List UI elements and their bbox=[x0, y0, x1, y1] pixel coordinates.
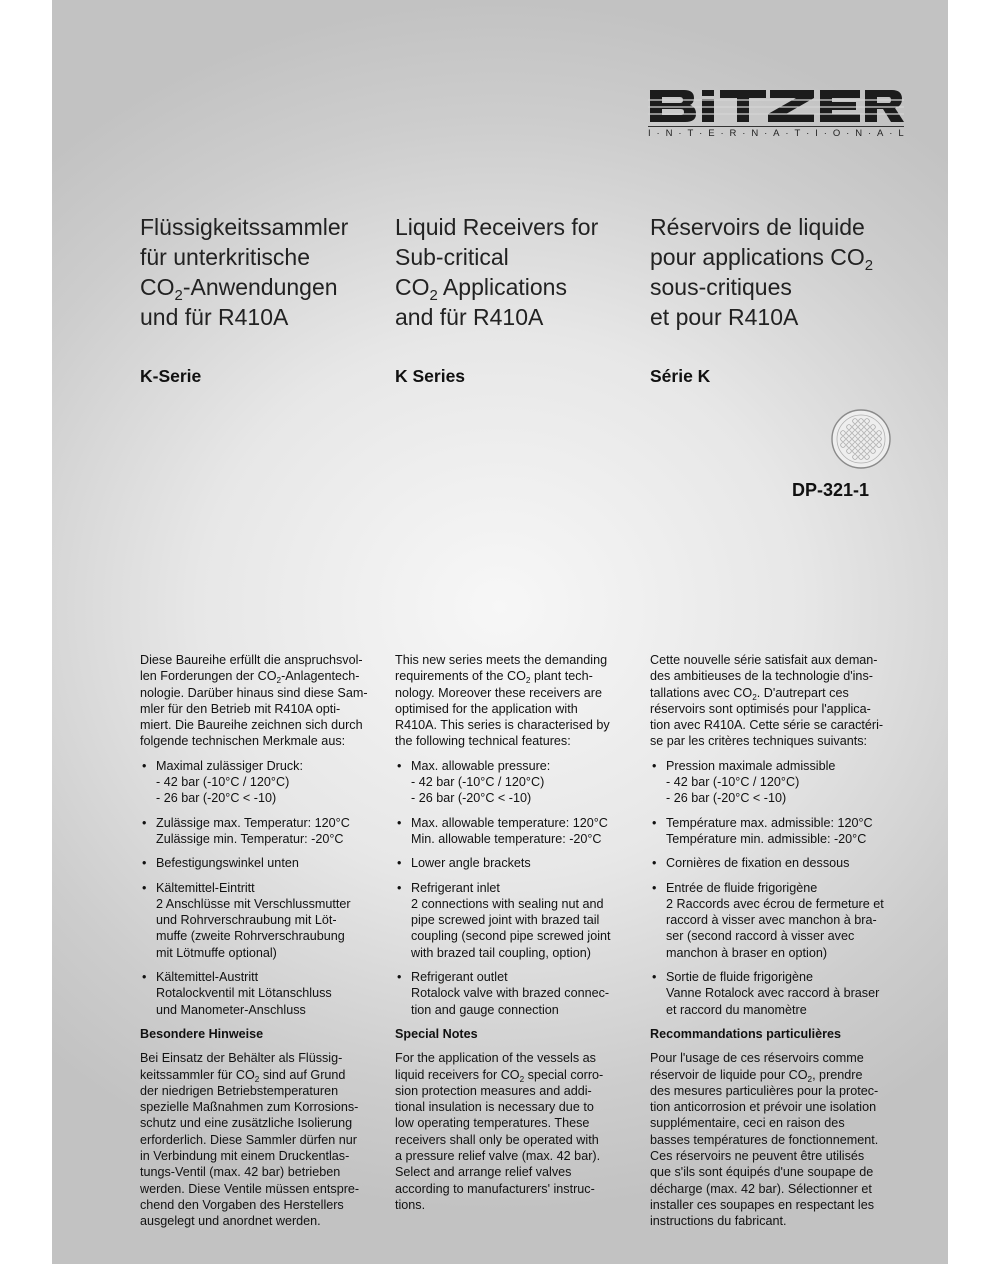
text-line: instructions du fabricant. bbox=[650, 1214, 787, 1229]
logo-letter: R bbox=[729, 128, 737, 139]
text-line: folgende technischen Merkmale aus: bbox=[140, 734, 346, 749]
logo-letter: I bbox=[815, 128, 819, 139]
text-line: • Refrigerant outlet bbox=[411, 970, 508, 985]
notes-paragraph bbox=[140, 1050, 376, 1229]
title-de-line-4: und für R410A bbox=[140, 304, 289, 330]
feature-item bbox=[650, 969, 886, 1018]
text-line: • Max. allowable temperature: 120°C bbox=[411, 815, 608, 830]
text-line: mit Lötmuffe optional) bbox=[156, 945, 277, 960]
bitzer-logo bbox=[648, 86, 904, 140]
text-line: • Lower angle brackets bbox=[411, 856, 531, 871]
text-line: requirements of the $CO_2$ plant tech- bbox=[395, 669, 593, 686]
feature-item bbox=[140, 880, 376, 961]
text-line: tions. bbox=[395, 1197, 426, 1212]
text-line: réservoirs sont optimisés pour l'applica- bbox=[650, 701, 871, 716]
text-line: • Maximal zulässiger Druck: bbox=[156, 758, 303, 773]
text-line: ser (second raccord à visser avec bbox=[666, 929, 855, 944]
logo-letter: N bbox=[751, 128, 759, 139]
text-line: - 42 bar (-10°C / 120°C) bbox=[666, 775, 800, 790]
text-line: • Pression maximale admissible bbox=[666, 758, 836, 773]
title-en-line-3: $CO_2$ Applications bbox=[395, 274, 567, 305]
text-line: der niedrigen Betriebstemperaturen bbox=[140, 1083, 339, 1098]
title-de-line-1: Flüssigkeitssammler bbox=[140, 214, 349, 240]
text-line: Bei Einsatz der Behälter als Flüssig- bbox=[140, 1051, 343, 1066]
text-line: • Sortie de fluide frigorigène bbox=[666, 970, 814, 985]
notes-heading: Recommandations particulières bbox=[650, 1026, 842, 1041]
text-line: 2 Anschlüsse mit Verschlussmutter bbox=[156, 896, 351, 911]
feature-list bbox=[140, 758, 376, 1018]
series-french: Série K bbox=[650, 366, 711, 386]
logo-letter: N bbox=[855, 128, 863, 139]
text-line: • Max. allowable pressure: bbox=[411, 758, 551, 773]
logo-dot: · bbox=[678, 128, 682, 139]
title-fr-line-3: sous-critiques bbox=[650, 274, 792, 300]
logo-letter: I bbox=[648, 128, 651, 139]
body-german bbox=[140, 652, 376, 1238]
text-line: muffe (zweite Rohrverschraubung bbox=[156, 929, 345, 944]
text-line: Diese Baureihe erfüllt die anspruchsvol- bbox=[140, 653, 363, 667]
text-line: For the application of the vessels as bbox=[395, 1051, 596, 1066]
text-line: nology. Moreover these receivers are bbox=[395, 685, 602, 700]
logo-dot: · bbox=[656, 128, 661, 139]
text-line: with brazed tail coupling, option) bbox=[411, 945, 591, 960]
text-line: réservoir de liquide pour $CO_2$, prendre bbox=[650, 1067, 863, 1084]
approval-seal-icon bbox=[830, 408, 892, 470]
text-line: receivers shall only be operated with bbox=[395, 1132, 599, 1147]
logo-dot: · bbox=[889, 128, 893, 139]
text-line: in Verbindung mit einem Druckentlas- bbox=[140, 1149, 350, 1164]
logo-dot: · bbox=[806, 128, 810, 139]
text-line: tion avec R410A. Cette série se caractéri- bbox=[650, 718, 884, 733]
document-code: DP-321-1 bbox=[792, 480, 870, 500]
text-line: tion anticorrosion et prévoir une isolation bbox=[650, 1100, 877, 1115]
notes-paragraph bbox=[650, 1050, 886, 1229]
feature-item bbox=[140, 815, 376, 848]
intro-paragraph bbox=[650, 652, 886, 750]
feature-item bbox=[395, 758, 631, 807]
text-line: 2 Raccords avec écrou de fermeture et bbox=[666, 896, 884, 911]
text-line: que s'ils sont équipés d'une soupape de bbox=[650, 1165, 874, 1180]
text-line: basses températures de fonctionnement. bbox=[650, 1132, 879, 1147]
feature-item bbox=[140, 969, 376, 1018]
text-line: décharge (max. 42 bar). Sélectionner et bbox=[650, 1181, 872, 1196]
logo-dot: · bbox=[823, 128, 828, 139]
feature-item bbox=[650, 815, 886, 848]
text-line: R410A. This series is characterised by bbox=[395, 718, 610, 733]
logo-letter: E bbox=[708, 128, 715, 139]
text-line: according to manufacturers' instruc- bbox=[395, 1181, 595, 1196]
text-line: ausgelegt und anordnet werden. bbox=[140, 1214, 321, 1229]
text-line: sion protection measures and addi- bbox=[395, 1083, 592, 1098]
text-line: Zulässige min. Temperatur: -20°C bbox=[156, 831, 344, 846]
logo-dot: · bbox=[742, 128, 746, 139]
intro-paragraph bbox=[140, 652, 376, 750]
title-en-line-2: Sub-critical bbox=[395, 244, 509, 270]
text-line: len Forderungen der $CO_2-Anlagentech-$ bbox=[140, 669, 360, 686]
feature-item bbox=[650, 855, 886, 871]
text-line: Vanne Rotalock avec raccord à braser bbox=[666, 986, 880, 1001]
feature-item bbox=[395, 880, 631, 961]
text-line: installer ces soupapes en respectant les bbox=[650, 1197, 875, 1212]
text-line: Rotalock valve with brazed connec- bbox=[411, 986, 610, 1001]
text-line: und Manometer-Anschluss bbox=[156, 1002, 306, 1017]
text-line: • Cornières de fixation en dessous bbox=[666, 856, 850, 871]
title-fr-line-4: et pour R410A bbox=[650, 304, 799, 330]
title-fr-line-2: pour applications $CO_2$ bbox=[650, 244, 874, 275]
logo-letter: T bbox=[687, 128, 694, 139]
logo-letter: N bbox=[665, 128, 673, 139]
feature-item bbox=[650, 880, 886, 961]
feature-item bbox=[140, 855, 376, 871]
text-line: • Zulässige max. Temperatur: 120°C bbox=[156, 815, 350, 830]
text-line: tional insulation is necessary due to bbox=[395, 1100, 594, 1115]
logo-dot: · bbox=[785, 128, 789, 139]
document-page bbox=[52, 0, 948, 1264]
feature-list bbox=[395, 758, 631, 1018]
text-line: supplémentaire, ceci en raison des bbox=[650, 1116, 845, 1131]
text-line: Cette nouvelle série satisfait aux deman- bbox=[650, 653, 878, 667]
logo-dot: · bbox=[699, 128, 703, 139]
text-line: Select and arrange relief valves bbox=[395, 1165, 572, 1180]
text-line: miert. Die Baureihe zeichnen sich durch bbox=[140, 718, 363, 733]
feature-list bbox=[650, 758, 886, 1018]
bitzer-wordmark bbox=[648, 86, 904, 124]
text-line: a pressure relief valve (max. 42 bar). bbox=[395, 1149, 601, 1164]
text-line: raccord à visser avec manchon à bra- bbox=[666, 913, 877, 928]
text-line: 2 connections with sealing nut and bbox=[411, 896, 604, 911]
logo-dot: · bbox=[764, 128, 768, 139]
text-line: se par les critères techniques suivants: bbox=[650, 734, 867, 749]
text-line: • Kältemittel-Eintritt bbox=[156, 880, 255, 895]
title-de-line-3: $CO_2$-Anwendungen bbox=[140, 274, 338, 305]
text-line: Pour l'usage de ces réservoirs comme bbox=[650, 1051, 864, 1066]
text-line: erforderlich. Diese Sammler dürfen nur bbox=[140, 1132, 357, 1147]
logo-dot: · bbox=[867, 128, 872, 139]
title-en-line-1: Liquid Receivers for bbox=[395, 214, 599, 240]
feature-item bbox=[395, 969, 631, 1018]
logo-letter: O bbox=[832, 128, 841, 139]
text-line: - 26 bar (-20°C < -10) bbox=[666, 791, 787, 806]
notes-heading: Special Notes bbox=[395, 1026, 478, 1041]
text-line: Rotalockventil mit Lötanschluss bbox=[156, 986, 332, 1001]
text-line: liquid receivers for $CO_2$ special corro- bbox=[395, 1067, 604, 1084]
text-line: Température min. admissible: -20°C bbox=[666, 831, 867, 846]
notes-paragraph bbox=[395, 1050, 631, 1213]
text-line: coupling (second pipe screwed joint bbox=[411, 929, 611, 944]
text-line: - 26 bar (-20°C < -10) bbox=[156, 791, 277, 806]
text-line: • Température max. admissible: 120°C bbox=[666, 815, 873, 830]
logo-letter: A bbox=[877, 128, 884, 139]
logo-letter: L bbox=[898, 128, 904, 139]
text-line: the following technical features: bbox=[395, 734, 571, 749]
text-line: et raccord du manomètre bbox=[666, 1002, 807, 1017]
text-line: tallations avec $CO_2$. D'autrepart ces bbox=[650, 685, 849, 702]
text-line: • Refrigerant inlet bbox=[411, 880, 500, 895]
title-french bbox=[650, 212, 886, 332]
text-line: werden. Diese Ventile müssen entspre- bbox=[140, 1181, 360, 1196]
title-english bbox=[395, 212, 631, 332]
text-line: • Kältemittel-Austritt bbox=[156, 970, 259, 985]
series-german: K-Serie bbox=[140, 366, 202, 386]
text-line: pipe screwed joint with brazed tail bbox=[411, 913, 600, 928]
text-line: - 42 bar (-10°C / 120°C) bbox=[156, 775, 290, 790]
notes-heading: Besondere Hinweise bbox=[140, 1026, 264, 1041]
feature-item bbox=[140, 758, 376, 807]
text-line: manchon à braser en option) bbox=[666, 945, 828, 960]
feature-item bbox=[395, 815, 631, 848]
text-line: nologie. Darüber hinaus sind diese Sam- bbox=[140, 685, 368, 700]
logo-subtitle bbox=[648, 126, 904, 139]
feature-item bbox=[650, 758, 886, 807]
title-en-line-4: and für R410A bbox=[395, 304, 544, 330]
text-line: schutz und eine zusätzliche Isolierung bbox=[140, 1116, 353, 1131]
text-line: Ces réservoirs ne peuvent être utilisés bbox=[650, 1149, 865, 1164]
intro-paragraph bbox=[395, 652, 631, 750]
series-english: K Series bbox=[395, 366, 466, 386]
text-line: keitssammler für $CO_2$ sind auf Grund bbox=[140, 1067, 346, 1084]
text-line: tungs-Ventil (max. 42 bar) betrieben bbox=[140, 1165, 341, 1180]
text-line: • Entrée de fluide frigorigène bbox=[666, 880, 818, 895]
text-line: - 26 bar (-20°C < -10) bbox=[411, 791, 532, 806]
text-line: spezielle Maßnahmen zum Korrosions- bbox=[140, 1100, 359, 1115]
logo-dot: · bbox=[846, 128, 850, 139]
title-german bbox=[140, 212, 376, 332]
text-line: low operating temperatures. These bbox=[395, 1116, 590, 1131]
logo-dot: · bbox=[720, 128, 724, 139]
text-line: des ambitieuses de la technologie d'ins- bbox=[650, 669, 873, 684]
title-de-line-2: für unterkritische bbox=[140, 244, 311, 270]
text-line: Min. allowable temperature: -20°C bbox=[411, 831, 602, 846]
title-fr-line-1: Réservoirs de liquide bbox=[650, 214, 865, 240]
text-line: - 42 bar (-10°C / 120°C) bbox=[411, 775, 545, 790]
body-french bbox=[650, 652, 886, 1238]
feature-item bbox=[395, 855, 631, 871]
logo-letter: T bbox=[794, 128, 801, 139]
text-line: • Befestigungswinkel unten bbox=[156, 856, 299, 871]
logo-letter: A bbox=[773, 128, 780, 139]
text-line: und Rohrverschraubung mit Löt- bbox=[156, 913, 337, 928]
body-english bbox=[395, 652, 631, 1221]
text-line: mler für den Betrieb mit R410A opti- bbox=[140, 701, 341, 716]
text-line: tion and gauge connection bbox=[411, 1002, 559, 1017]
text-line: optimised for the application with bbox=[395, 701, 578, 716]
text-line: chend den Vorgaben des Herstellers bbox=[140, 1197, 344, 1212]
text-line: This new series meets the demanding bbox=[395, 653, 608, 667]
text-line: des mesures particulières pour la protec- bbox=[650, 1083, 879, 1098]
